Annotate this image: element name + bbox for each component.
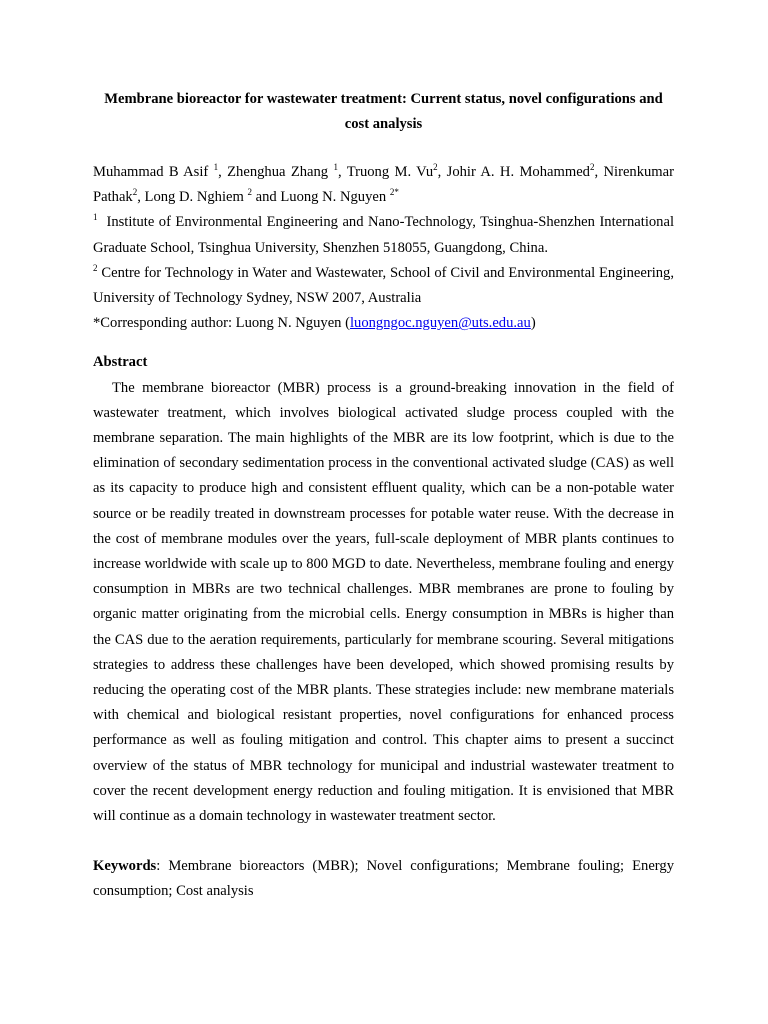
affiliation-text: Institute of Environmental Engineering and Nano-Technology, Tsinghua-Shenzhen International Graduate School, Tsinghua University, Shenzhen 518055, Guangdong, China. <box>93 214 675 256</box>
author-separator: , <box>337 164 347 180</box>
author-name: Luong N. Nguyen <box>280 189 387 206</box>
keywords <box>93 854 674 904</box>
author-name: Muhammad B Asif <box>93 164 209 180</box>
affiliation-mark: 1 <box>93 212 98 223</box>
corresponding-author <box>93 311 674 336</box>
author-name: Johir A. H. Mohammed <box>446 164 590 180</box>
author-affiliation-mark: 2 <box>589 162 595 173</box>
author-affiliation-mark: 1 <box>213 162 219 173</box>
affiliation-text: Centre for Technology in Water and Wastewater, School of Civil and Environmental Engineering, University of Technology Sydney, NSW 2007, Australia <box>93 264 674 307</box>
author-affiliation-mark: 1 <box>333 162 338 173</box>
author-name: Truong M. Vu <box>346 164 434 180</box>
keywords-label: Keywords <box>93 858 157 875</box>
corresponding-suffix: ) <box>530 315 536 332</box>
author-separator: , <box>218 164 228 180</box>
author-affiliation-mark: 2 <box>247 187 252 198</box>
author-separator: , <box>437 164 447 180</box>
author-affiliation-mark: 2* <box>389 187 399 198</box>
author-separator: and <box>252 189 281 206</box>
abstract-heading: Abstract <box>93 354 148 371</box>
paper-page <box>93 87 674 905</box>
corresponding-label: *Corresponding author: Luong N. Nguyen ( <box>93 315 350 332</box>
affiliation-2 <box>93 261 674 311</box>
author-separator: , <box>594 164 604 180</box>
abstract-body: The membrane bioreactor (MBR) process is a ground-breaking innovation in the field of wastewater treatment, which involves biological activated sludge process coupled with the membrane separation. The main highlights of the MBR are its low footprint, which is due to the elimination of secondary sedimentation process in the conventional activated sludge (CAS) as well as its capacity to produce high and consistent effluent quality, which can be a non-potable water source or be readily treated in downstream processes for potable water reuse. With the decrease in the cost of membrane modules over the years, full-scale deployment of MBR plants continues to increase worldwide with scale up to 800 MGD to date. Nevertheless, membrane fouling and energy consumption in MBRs are two technical challenges. MBR membranes are prone to fouling by organic matter originating from the microbial cells. Energy consumption in MBRs is higher than the CAS due to the aeration requirements, particularly for membrane scouring. Several mitigations strategies to address these challenges have been developed, which showed promising results by reducing the operating cost of the MBR plants. These strategies include: new membrane materials with chemical and biological resistant properties, novel configurations for enhanced process performance as well as fouling mitigation and control. This chapter aims to present a succinct overview of the status of MBR technology for municipal and industrial wastewater treatment to cover the recent development energy reduction and fouling mitigation. It is envisioned that MBR will continue as a domain technology in wastewater treatment sector. <box>93 379 674 825</box>
author-separator: , <box>137 189 145 206</box>
affiliation-1 <box>93 210 674 260</box>
affiliation-mark: 2 <box>93 262 98 273</box>
author-list <box>93 160 674 210</box>
paper-title: Membrane bioreactor for wastewater treatment: Current status, novel configurations and cost analysis <box>104 91 663 132</box>
author-name: Nirenkumar Pathak <box>93 164 674 206</box>
corresponding-email-link[interactable]: luongngoc.nguyen@uts.edu.au <box>349 315 531 332</box>
author-name: Long D. Nghiem <box>144 189 244 206</box>
author-affiliation-mark: 2 <box>132 187 138 198</box>
author-name: Zhenghua Zhang <box>227 164 329 180</box>
keywords-text: : Membrane bioreactors (MBR); Novel configurations; Membrane fouling; Energy consumption; Cost analysis <box>93 858 674 900</box>
author-affiliation-mark: 2 <box>433 162 438 173</box>
